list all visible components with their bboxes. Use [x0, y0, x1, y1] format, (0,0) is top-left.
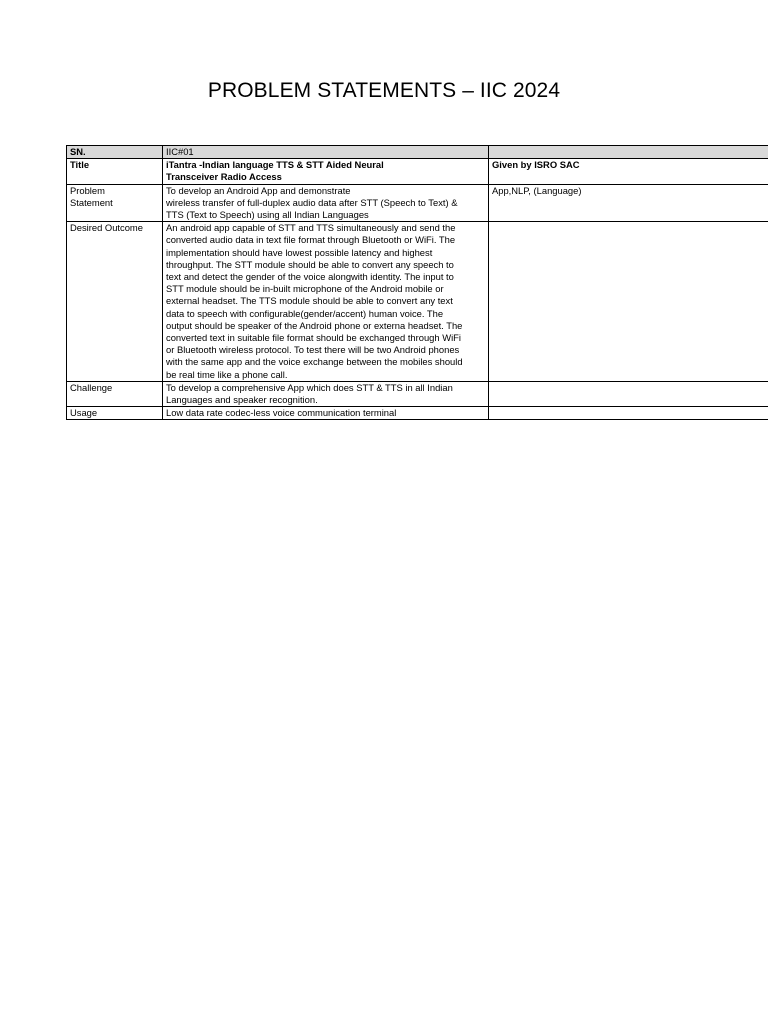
usage-label: Usage	[67, 407, 163, 420]
title-extra: Given by ISRO SAC	[489, 159, 768, 184]
usage-value: Low data rate codec-less voice communication terminal	[163, 407, 489, 420]
table-row-desired-outcome	[67, 222, 768, 382]
problem-label: Problem Statement	[67, 184, 163, 222]
challenge-extra	[489, 381, 768, 406]
outcome-extra	[489, 222, 768, 382]
table-row-problem-statement	[67, 184, 768, 222]
sn-extra	[489, 146, 768, 159]
table-row-challenge	[67, 381, 768, 406]
table-row-sn	[67, 146, 768, 159]
page-title: PROBLEM STATEMENTS – IIC 2024	[207, 79, 561, 102]
title-value: iTantra -Indian language TTS & STT Aided Neural Transceiver Radio Access	[163, 159, 489, 184]
table-row-usage	[67, 407, 768, 420]
table-row-title	[67, 159, 768, 184]
title-label: Title	[67, 159, 163, 184]
sn-label: SN.	[67, 146, 163, 159]
sn-value: IIC#01	[163, 146, 489, 159]
problem-extra: App,NLP, (Language)	[489, 184, 768, 222]
challenge-value: To develop a comprehensive App which does STT & TTS in all Indian Languages and speaker recognition.	[163, 381, 489, 406]
challenge-label: Challenge	[67, 381, 163, 406]
outcome-label: Desired Outcome	[67, 222, 163, 382]
problem-statement-table	[66, 145, 768, 420]
problem-value: To develop an Android App and demonstrate wireless transfer of full-duplex audio data after STT (Speech to Text) & TTS (Text to Speech) using all Indian Languages	[163, 184, 489, 222]
outcome-value: An android app capable of STT and TTS simultaneously and send the converted audio data in text file format through Bluetooth or WiFi. The implementation should have lowest possible latency and highest throughput. The STT module should be able to convert any speech to text and detect the gender of the voice alongwith identity. The input to STT module should be in-built microphone of the Android mobile or external headset. The TTS module should be able to convert any text data to speech with configurable(gender/accent) human voice. The output should be speaker of the Android phone or externa headset. The converted text in suitable file format should be exchanged through WiFi or Bluetooth wireless protocol. To test there will be two Android phones with the same app and the voice exchange between the mobiles should be real time like a phone call.	[163, 222, 489, 382]
usage-extra	[489, 407, 768, 420]
